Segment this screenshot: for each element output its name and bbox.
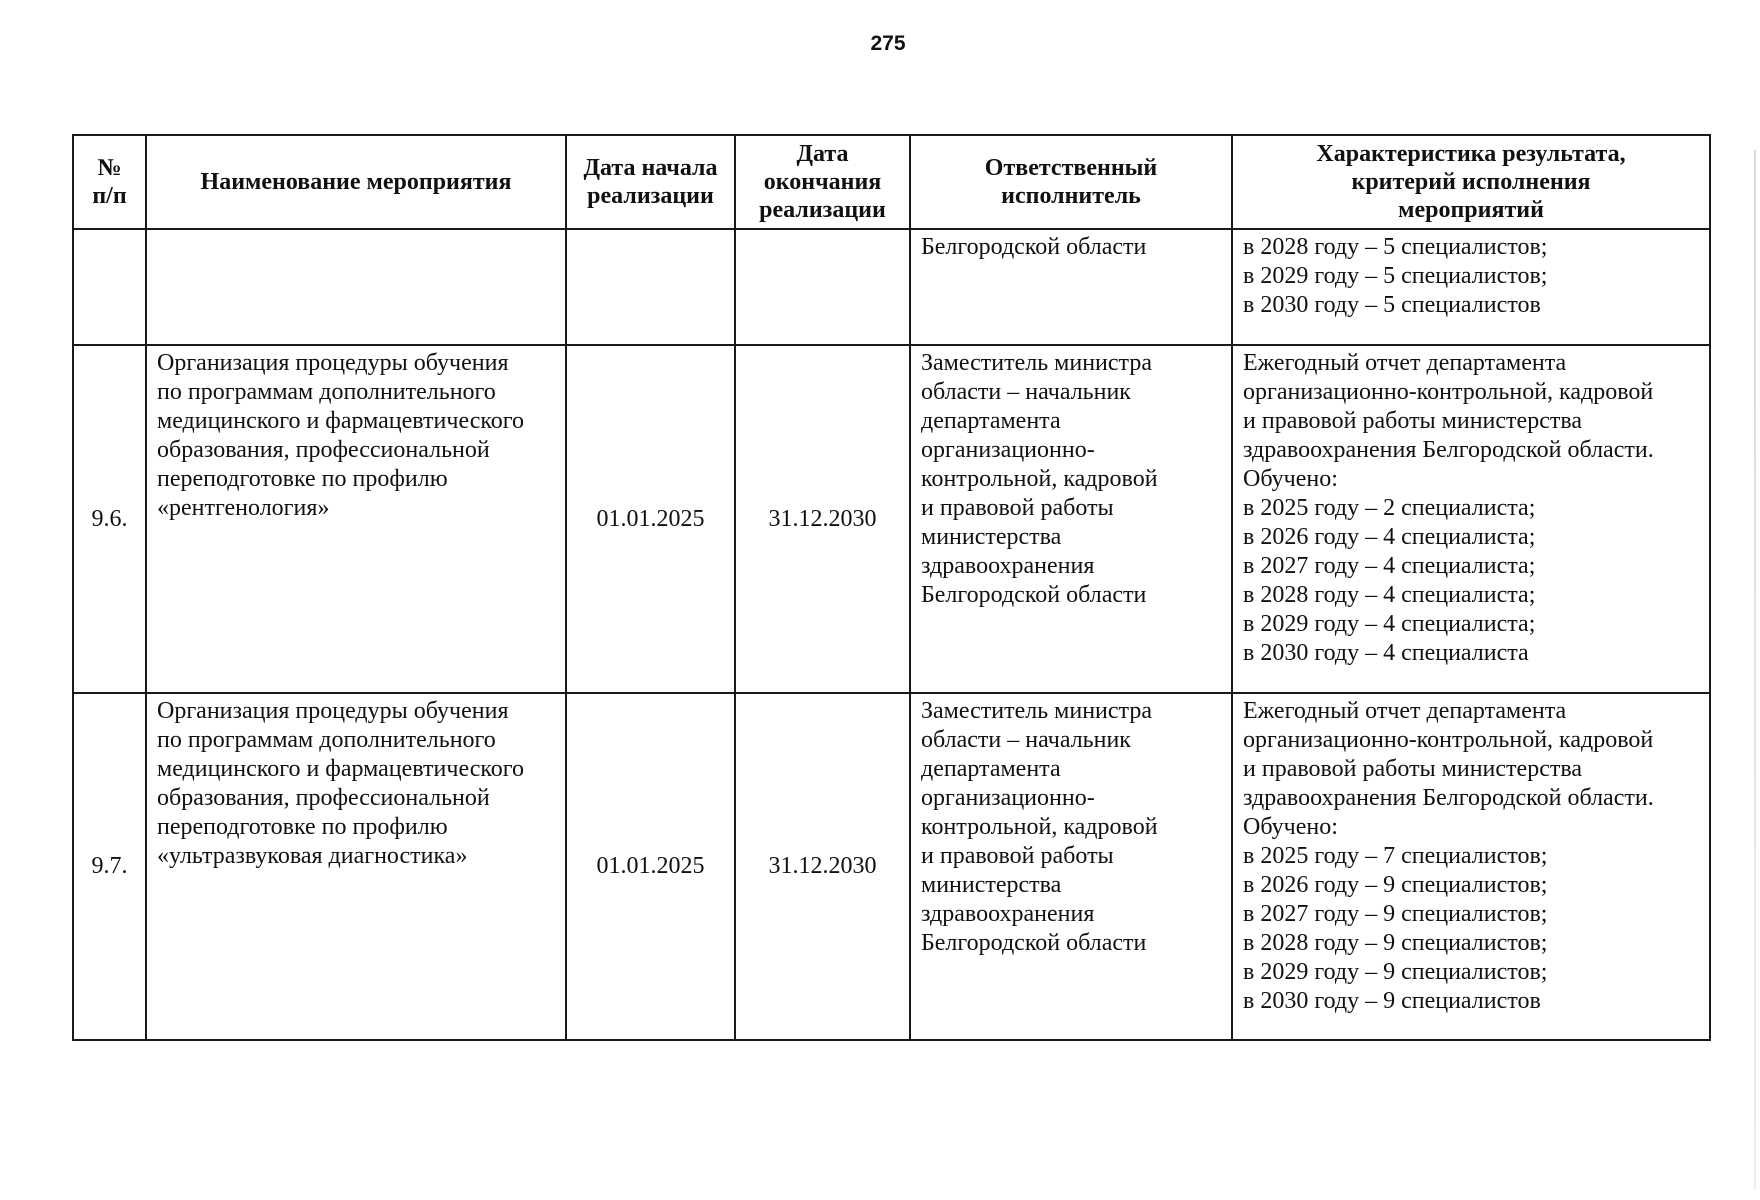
table-row	[73, 345, 1710, 693]
text-line: в 2030 году – 4 специалиста	[1243, 640, 1529, 666]
row-start-date: 01.01.2025	[566, 345, 735, 693]
text-line: Белгородской области	[921, 582, 1147, 608]
text-line: «рентгенология»	[157, 495, 330, 521]
text-line: Характеристика результата,	[1316, 141, 1626, 167]
text-line: в 2025 году – 2 специалиста;	[1243, 495, 1536, 521]
scan-edge-line	[1754, 150, 1756, 1190]
text-line: образования, профессиональной	[157, 785, 490, 811]
row-responsible	[910, 693, 1232, 1040]
text-line: Обучено:	[1243, 814, 1338, 840]
header-end-date	[735, 135, 910, 229]
text-line: в 2026 году – 9 специалистов;	[1243, 872, 1548, 898]
row-end-date	[735, 229, 910, 345]
text-line: в 2025 году – 7 специалистов;	[1243, 843, 1548, 869]
row-start-date	[566, 229, 735, 345]
text-line: переподготовке по профилю	[157, 814, 448, 840]
text-line: «ультразвуковая диагностика»	[157, 843, 468, 869]
text-line: департамента	[921, 408, 1061, 434]
header-start-date	[566, 135, 735, 229]
text-line: переподготовке по профилю	[157, 466, 448, 492]
page-number: 275	[870, 32, 906, 55]
text-line: организационно-	[921, 785, 1095, 811]
text-line: организационно-контрольной, кадровой	[1243, 379, 1654, 405]
text-line: критерий исполнения	[1351, 169, 1591, 195]
row-result	[1232, 345, 1710, 693]
text-line: медицинского и фармацевтического	[157, 756, 525, 782]
text-line: Дата	[796, 141, 849, 167]
row-start-date: 01.01.2025	[566, 693, 735, 1040]
text-line: Обучено:	[1243, 466, 1338, 492]
text-line: в 2026 году – 4 специалиста;	[1243, 524, 1536, 550]
text-line: образования, профессиональной	[157, 437, 490, 463]
row-result	[1232, 693, 1710, 1040]
text-line: организационно-	[921, 437, 1095, 463]
text-line: в 2029 году – 9 специалистов;	[1243, 959, 1548, 985]
text-line: и правовой работы	[921, 843, 1114, 869]
text-line: министерства	[921, 524, 1062, 550]
text-line: по программам дополнительного	[157, 727, 496, 753]
header-name	[146, 135, 566, 229]
text-line: организационно-контрольной, кадровой	[1243, 727, 1654, 753]
text-line: реализации	[587, 183, 714, 209]
text-line: Наименование мероприятия	[200, 169, 512, 195]
row-num: 9.6.	[73, 345, 146, 693]
text-line: в 2027 году – 4 специалиста;	[1243, 553, 1536, 579]
text-line: Ответственный	[984, 155, 1158, 181]
text-line: Ежегодный отчет департамента	[1243, 698, 1567, 724]
text-line: департамента	[921, 756, 1061, 782]
text-line: в 2030 году – 5 специалистов	[1243, 292, 1541, 318]
text-line: Организация процедуры обучения	[157, 698, 509, 724]
text-line: п/п	[92, 183, 127, 209]
text-line: в 2028 году – 4 специалиста;	[1243, 582, 1536, 608]
text-line: в 2027 году – 9 специалистов;	[1243, 901, 1548, 927]
text-line: Заместитель министра	[921, 350, 1152, 376]
text-line: контрольной, кадровой	[921, 814, 1158, 840]
text-line: Дата начала	[583, 155, 718, 181]
text-line: в 2028 году – 5 специалистов;	[1243, 234, 1548, 260]
row-name	[146, 345, 566, 693]
text-line: №	[97, 155, 122, 181]
text-line: окончания	[763, 169, 882, 195]
text-line: по программам дополнительного	[157, 379, 496, 405]
text-line: министерства	[921, 872, 1062, 898]
text-line: Белгородской области	[921, 930, 1147, 956]
text-line: Организация процедуры обучения	[157, 350, 509, 376]
text-line: здравоохранения Белгородской области.	[1243, 437, 1654, 463]
text-line: Ежегодный отчет департамента	[1243, 350, 1567, 376]
text-line: в 2030 году – 9 специалистов	[1243, 988, 1541, 1014]
text-line: исполнитель	[1001, 183, 1141, 209]
header-result	[1232, 135, 1710, 229]
row-num	[73, 229, 146, 345]
text-line: области – начальник	[921, 379, 1131, 405]
text-line: в 2029 году – 5 специалистов;	[1243, 263, 1548, 289]
text-line: здравоохранения	[921, 553, 1095, 579]
text-line: и правовой работы министерства	[1243, 408, 1582, 434]
row-end-date: 31.12.2030	[735, 345, 910, 693]
header-num	[73, 135, 146, 229]
measures-table	[72, 134, 1711, 1041]
text-line: в 2029 году – 4 специалиста;	[1243, 611, 1536, 637]
text-line: области – начальник	[921, 727, 1131, 753]
row-responsible	[910, 345, 1232, 693]
header-responsible	[910, 135, 1232, 229]
text-line: Заместитель министра	[921, 698, 1152, 724]
text-line: и правовой работы министерства	[1243, 756, 1582, 782]
text-line: здравоохранения	[921, 901, 1095, 927]
row-result	[1232, 229, 1710, 345]
text-line: здравоохранения Белгородской области.	[1243, 785, 1654, 811]
text-line: контрольной, кадровой	[921, 466, 1158, 492]
row-name	[146, 693, 566, 1040]
table-row	[73, 693, 1710, 1040]
text-line: и правовой работы	[921, 495, 1114, 521]
text-line: мероприятий	[1398, 197, 1544, 223]
text-line: в 2028 году – 9 специалистов;	[1243, 930, 1548, 956]
row-end-date: 31.12.2030	[735, 693, 910, 1040]
row-name	[146, 229, 566, 345]
text-line: Белгородской области	[921, 234, 1147, 260]
table-header-row	[73, 135, 1710, 229]
row-responsible	[910, 229, 1232, 345]
text-line: реализации	[759, 197, 886, 223]
row-num: 9.7.	[73, 693, 146, 1040]
text-line: медицинского и фармацевтического	[157, 408, 525, 434]
table-row	[73, 229, 1710, 345]
